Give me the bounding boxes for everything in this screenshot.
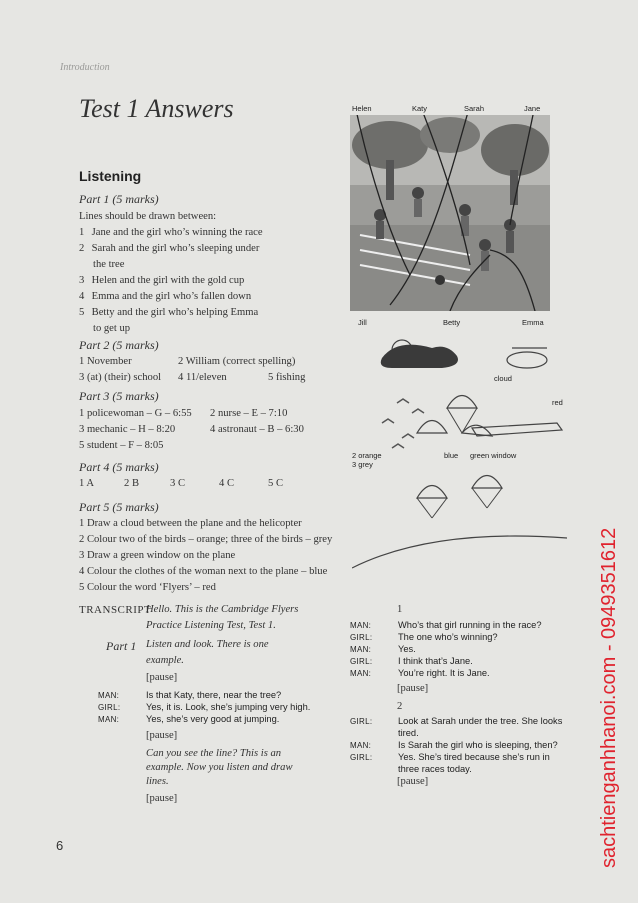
part1-item: the tree	[93, 259, 125, 270]
part3-heading: Part 3 (5 marks)	[79, 389, 159, 403]
part2-answer-4: 4 11/eleven	[178, 372, 227, 383]
part3-answer-1: 1 policewoman – G – 6:55	[79, 408, 192, 419]
label-red: red	[552, 398, 563, 407]
transcript-intro: Hello. This is the Cambridge Flyers	[146, 604, 299, 615]
part3-answer-3: 3 mechanic – H – 8:20	[79, 424, 176, 435]
label-helen: Helen	[352, 104, 372, 113]
dialogue-line: MAN: Yes, she’s very good at jumping.	[98, 714, 280, 724]
dialogue-line: GIRL: Yes, it is. Look, she’s jumping very high.	[98, 702, 311, 712]
label-betty: Betty	[443, 318, 461, 327]
sports-day-illustration	[350, 115, 550, 311]
label-green-window: green window	[470, 451, 517, 460]
dialogue-line: GIRL: Yes. She’s tired because she’s run in	[350, 752, 550, 762]
dialogue-line: MAN: Who’s that girl running in the race?	[350, 620, 542, 630]
part1-item: 4 Emma and the girl who’s fallen down	[79, 291, 252, 302]
running-header: Introduction	[60, 62, 110, 73]
part5-item: 5 Colour the word ‘Flyers’ – red	[79, 582, 216, 593]
part4-heading: Part 4 (5 marks)	[79, 460, 159, 474]
part4-answer: 5 C	[268, 478, 284, 489]
transcript-instruction: Can you see the line? This is an	[146, 748, 282, 759]
part4-answer: 3 C	[170, 478, 186, 489]
part5-item: 2 Colour two of the birds – orange; three of the birds – grey	[79, 534, 333, 545]
part1-heading: Part 1 (5 marks)	[79, 192, 159, 206]
pause-marker: [pause]	[397, 776, 429, 787]
label-jane: Jane	[524, 104, 541, 113]
transcript-intro: Practice Listening Test, Test 1.	[146, 620, 276, 631]
dialogue-line: MAN: Is that Katy, there, near the tree?	[98, 690, 282, 700]
part5-item: 3 Draw a green window on the plane	[79, 550, 236, 561]
part1-item: 5 Betty and the girl who’s helping Emma	[79, 307, 259, 318]
label-jill: Jill	[358, 318, 367, 327]
transcript-section-number: 2	[397, 701, 403, 712]
pause-marker: [pause]	[146, 793, 178, 804]
page-title: Test 1 Answers	[79, 94, 234, 123]
label-grey: 3 grey	[352, 460, 373, 469]
dialogue-line: three races today.	[398, 764, 472, 774]
part2-answer-2: 2 William (correct spelling)	[178, 356, 296, 367]
part2-answer-1: 1 November	[79, 356, 132, 367]
dialogue-line: GIRL: The one who’s winning?	[350, 632, 498, 642]
transcript-instruction: lines.	[146, 776, 169, 787]
transcript-part-label: Part 1	[106, 639, 137, 653]
part2-answer-5: 5 fishing	[268, 372, 306, 383]
part2-heading: Part 2 (5 marks)	[79, 338, 159, 352]
dialogue-line: GIRL: Look at Sarah under the tree. She looks	[350, 716, 563, 726]
part3-answer-2: 2 nurse – E – 7:10	[210, 408, 288, 419]
label-blue: blue	[444, 451, 459, 460]
part1-item: 3 Helen and the girl with the gold cup	[79, 275, 245, 286]
dialogue-line: GIRL: I think that’s Jane.	[350, 656, 473, 666]
sky-illustration	[352, 338, 567, 578]
part5-heading: Part 5 (5 marks)	[79, 500, 159, 514]
part4-answer: 4 C	[219, 478, 235, 489]
page-number: 6	[56, 838, 64, 853]
watermark: sachtienganhhanoi.com - 0949351612	[598, 527, 620, 868]
part3-answer-5: 5 student – F – 8:05	[79, 440, 164, 451]
transcript-instruction: example. Now you listen and draw	[146, 762, 293, 773]
part1-item: 2 Sarah and the girl who’s sleeping under	[79, 243, 260, 254]
dialogue-line: MAN: Is Sarah the girl who is sleeping, then?	[350, 740, 558, 750]
label-orange: 2 orange	[352, 451, 382, 460]
pause-marker: [pause]	[146, 672, 178, 683]
label-cloud: cloud	[494, 374, 512, 383]
part1-item: 1 Jane and the girl who’s winning the race	[79, 227, 263, 238]
transcript-instruction: example.	[146, 655, 184, 666]
transcript-instruction: Listen and look. There is one	[146, 639, 269, 650]
part4-answer: 2 B	[124, 478, 140, 489]
part4-answer: 1 A	[79, 478, 95, 489]
part3-answer-4: 4 astronaut – B – 6:30	[210, 424, 304, 435]
part1-item: to get up	[93, 323, 131, 334]
part5-item: 4 Colour the clothes of the woman next to the plane – blue	[79, 566, 328, 577]
part2-answer-3: 3 (at) (their) school	[79, 372, 162, 383]
transcript-section-number: 1	[397, 604, 403, 615]
dialogue-line: MAN: Yes.	[350, 644, 416, 654]
label-emma: Emma	[522, 318, 544, 327]
part1-intro: Lines should be drawn between:	[79, 211, 217, 222]
part5-item: 1 Draw a cloud between the plane and the helicopter	[79, 518, 302, 529]
label-katy: Katy	[412, 104, 428, 113]
dialogue-line: tired.	[398, 728, 419, 738]
pause-marker: [pause]	[146, 730, 178, 741]
label-sarah: Sarah	[464, 104, 485, 113]
transcript-label: TRANSCRIPT	[79, 604, 152, 616]
dialogue-line: MAN: You’re right. It is Jane.	[350, 668, 490, 678]
pause-marker: [pause]	[397, 683, 429, 694]
listening-heading: Listening	[79, 168, 142, 184]
